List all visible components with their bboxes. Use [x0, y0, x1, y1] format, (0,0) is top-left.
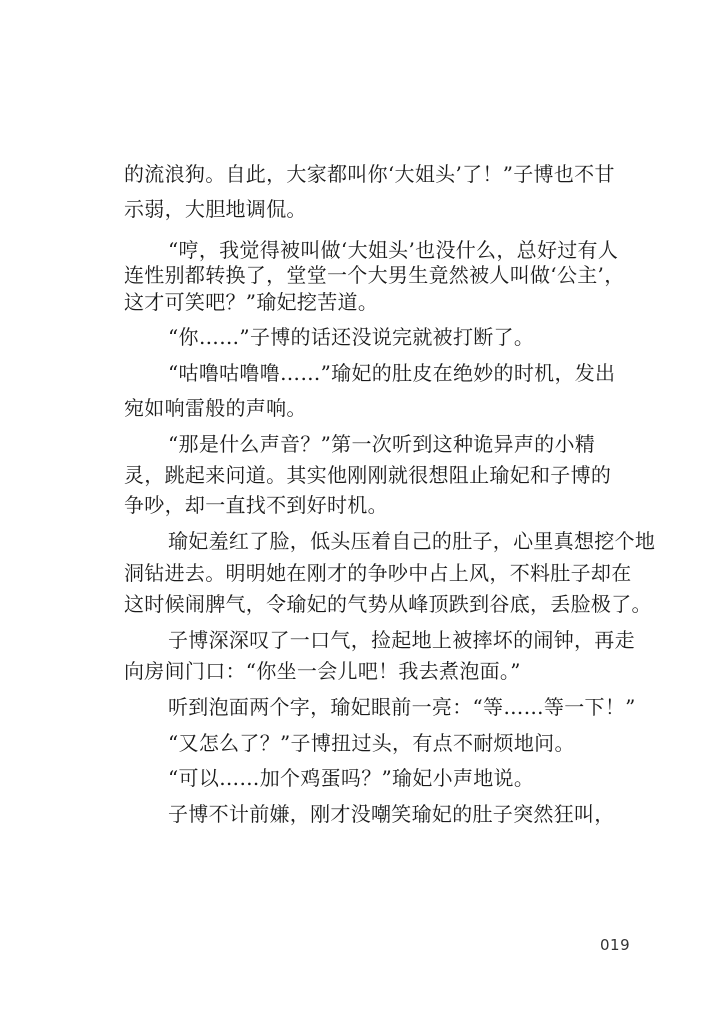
page-number: 019	[600, 936, 631, 954]
text-line: “你……”子博的话还没说完就被打断了。	[168, 325, 535, 349]
text-line: “哼，我觉得被叫做‘大姐头’也没什么，总好过有人	[168, 238, 619, 262]
text-line: 瑜妃羞红了脸，低头压着自己的肚子，心里真想挖个地	[168, 529, 656, 553]
text-line: 示弱，大胆地调侃。	[124, 197, 307, 221]
text-line: 洞钻进去。明明她在刚才的争吵中占上风，不料肚子却在	[124, 561, 632, 585]
text-line: 子博深深叹了一口气，捡起地上被摔坏的闹钟，再走	[168, 628, 635, 652]
text-line: 子博不计前嫌，刚才没嘲笑瑜妃的肚子突然狂叫，	[168, 802, 615, 826]
text-line: 灵，跳起来问道。其实他刚刚就很想阻止瑜妃和子博的	[124, 463, 612, 487]
text-line: “咕噜咕噜噜……”瑜妃的肚皮在绝妙的时机，发出	[168, 361, 616, 385]
text-line: “可以……加个鸡蛋吗？”瑜妃小声地说。	[168, 766, 535, 790]
text-line: 争吵，却一直找不到好时机。	[124, 493, 388, 517]
text-line: 这才可笑吧？”瑜妃挖苦道。	[124, 290, 379, 314]
text-line: 的流浪狗。自此，大家都叫你‘大姐头’了！”子博也不甘	[124, 162, 615, 186]
text-line: 向房间门口：“你坐一会儿吧！我去煮泡面。”	[124, 659, 521, 683]
text-line: 连性别都转换了，堂堂一个大男生竟然被人叫做‘公主’，	[124, 263, 625, 287]
text-line: “那是什么声音？”第一次听到这种诡异声的小精	[168, 432, 596, 456]
text-line: 这时候闹脾气，令瑜妃的气势从峰顶跌到谷底，丢脸极了。	[124, 592, 652, 616]
text-line: 宛如响雷般的声响。	[124, 396, 307, 420]
text-line: 听到泡面两个字，瑜妃眼前一亮：“等……等一下！”	[168, 695, 636, 719]
text-line: “又怎么了？”子博扭过头，有点不耐烦地问。	[168, 731, 575, 755]
